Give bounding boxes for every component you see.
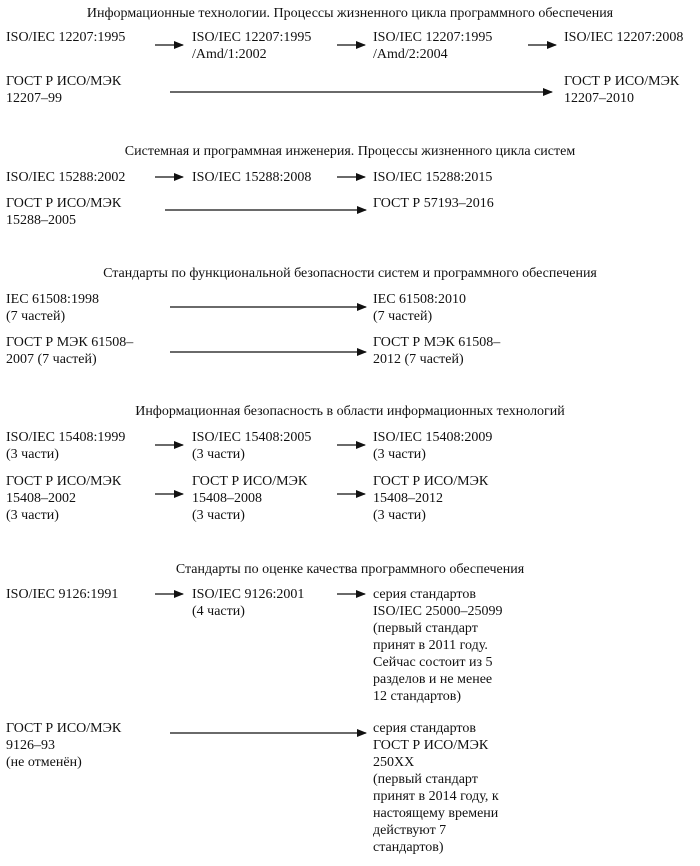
standard-label: ISO/IEC 15408:1999 (3 части) bbox=[6, 430, 126, 462]
standard-label: ISO/IEC 12207:2008 bbox=[564, 30, 684, 45]
standard-label: ISO/IEC 15408:2005 (3 части) bbox=[192, 430, 312, 462]
standard-label: ГОСТ Р ИСО/МЭК 12207–2010 bbox=[564, 74, 680, 106]
standard-label: ГОСТ Р 57193–2016 bbox=[373, 196, 494, 211]
standard-label: ISO/IEC 15288:2008 bbox=[192, 170, 312, 185]
section-title: Информационная безопасность в области информационных технологий bbox=[135, 404, 565, 419]
standard-label: ISO/IEC 15408:2009 (3 части) bbox=[373, 430, 493, 462]
standard-label: ГОСТ Р ИСО/МЭК 15408–2012 (3 части) bbox=[373, 474, 489, 523]
standard-label: ISO/IEC 12207:1995 bbox=[6, 30, 126, 45]
standard-label: ГОСТ Р ИСО/МЭК 15408–2002 (3 части) bbox=[6, 474, 122, 523]
standard-label: ГОСТ Р МЭК 61508– 2012 (7 частей) bbox=[373, 335, 501, 367]
standard-label: ISO/IEC 15288:2015 bbox=[373, 170, 493, 185]
section-title: Стандарты по функциональной безопасности систем и программного обеспечения bbox=[103, 266, 597, 281]
standard-label: ГОСТ Р ИСО/МЭК 9126–93 (не отменён) bbox=[6, 721, 122, 770]
standard-label: ISO/IEC 15288:2002 bbox=[6, 170, 126, 185]
standard-label: ГОСТ Р МЭК 61508– 2007 (7 частей) bbox=[6, 335, 134, 367]
standard-label: IEC 61508:2010 (7 частей) bbox=[373, 292, 466, 324]
standard-label: ISO/IEC 9126:2001 (4 части) bbox=[192, 587, 305, 619]
section-title: Информационные технологии. Процессы жизненного цикла программного обеспечения bbox=[86, 6, 614, 21]
standard-label: ГОСТ Р ИСО/МЭК 15408–2008 (3 части) bbox=[192, 474, 308, 523]
standard-label: ГОСТ Р ИСО/МЭК 12207–99 bbox=[6, 74, 122, 106]
section-title: Стандарты по оценке качества программного обеспечения bbox=[175, 562, 525, 577]
section-title: Системная и программная инженерия. Процессы жизненного цикла систем bbox=[124, 144, 576, 159]
standard-label: ГОСТ Р ИСО/МЭК 15288–2005 bbox=[6, 196, 122, 228]
standard-label: ISO/IEC 12207:1995 /Amd/2:2004 bbox=[373, 30, 493, 62]
standard-label: серия стандартов ISO/IEC 25000–25099 (первый стандарт принят в 2011 году. Сейчас состоит из 5 разделов и не менее 12 стандартов) bbox=[373, 587, 503, 704]
standard-label: серия стандартов ГОСТ Р ИСО/МЭК 250XX (первый стандарт принят в 2014 году, к настоящему времени действуют 7 стандартов) bbox=[373, 721, 499, 855]
standard-label: IEC 61508:1998 (7 частей) bbox=[6, 292, 99, 324]
standard-label: ISO/IEC 9126:1991 bbox=[6, 587, 119, 602]
standard-label: ISO/IEC 12207:1995 /Amd/1:2002 bbox=[192, 30, 312, 62]
